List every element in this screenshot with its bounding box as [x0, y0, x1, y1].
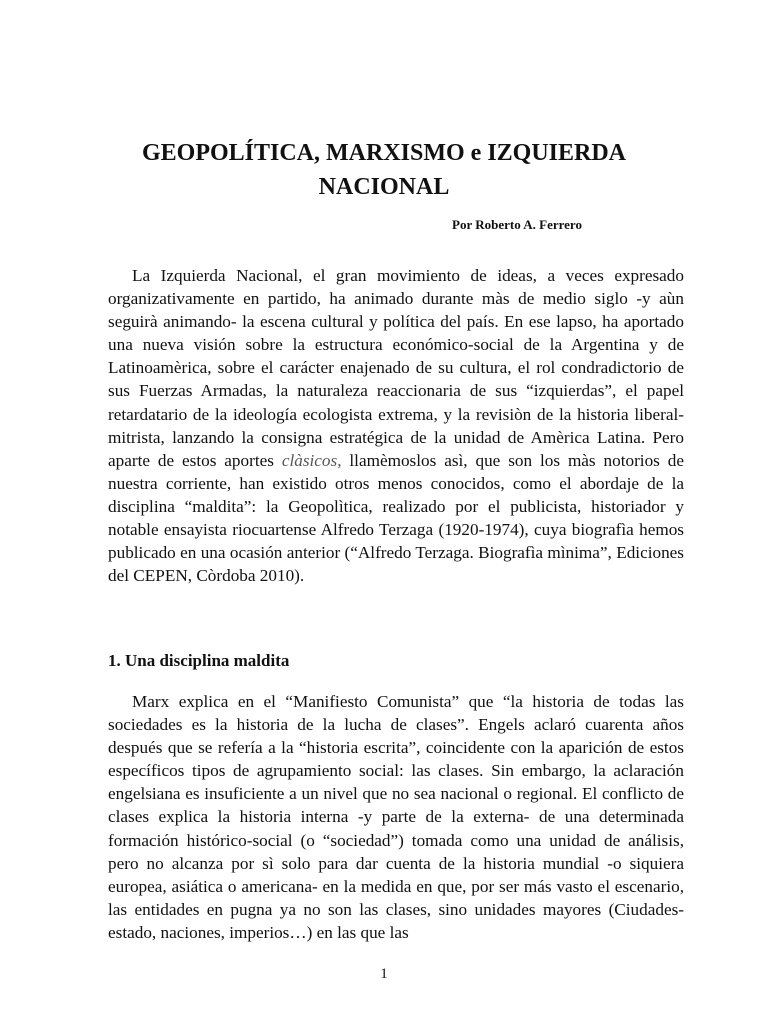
section-heading: 1. Una disciplina maldita: [108, 651, 290, 670]
intro-paragraph: [108, 264, 684, 587]
section-paragraph: Marx explica en el “Manifiesto Comunista” que “la historia de todas las sociedades es la historia de la lucha de clases”. Engels aclaró cuarenta años después que se refería a la “historia escrita”, coincidente con la aparición de estos específicos tipos de agrupamiento social: las clases. Sin embargo, la aclaración engelsiana es insuficiente a un nivel que no sea nacional o regional. El conflicto de clases explica la historia interna -y parte de la externa- de una determinada formación histórico-social (o “sociedad”) tomada como una unidad de análisis, pero no alcanza por sì solo para dar cuenta de la historia mundial -o siquiera europea, asiática o americana- en la medida en que, por ser más vasto el escenario, las entidades en pugna ya no son las clases, sino unidades mayores (Ciudades-estado, naciones, imperios…) en las que las: [108, 692, 684, 942]
document-title: GEOPOLÍTICA, MARXISMO e IZQUIERDA NACIONAL: [141, 140, 627, 200]
author-byline: Por Roberto A. Ferrero: [452, 217, 582, 232]
page-number: 1: [380, 966, 388, 982]
intro-text-after: llamèmoslos asì, que son los màs notorios de nuestra corriente, han existido otros menos conocidos, como el abordaje de la disciplina “maldita”: la Geopolìtica, realizado por el publicista, historiador y notable ensayista riocuartense Alfredo Terzaga (1920-1974), cuya biografìa hemos publicado en una ocasión anterior (“Alfredo Terzaga. Biografìa mìnima”, Ediciones del CEPEN, Còrdoba 2010).: [108, 450, 684, 586]
intro-text-italic: clàsicos,: [281, 450, 342, 470]
intro-text-before: La Izquierda Nacional, el gran movimiento de ideas, a veces expresado organizativamente en partido, ha animado durante màs de medio siglo -y aùn seguirà animando- la escena cultural y política del país. En ese lapso, ha aportado una nueva visión sobre la estructura económico-social de la Argentina y de Latinoamèrica, sobre el carácter enajenado de su cultura, el rol condradictorio de sus Fuerzas Armadas, la naturaleza reaccionaria de sus “izquierdas”, el papel retardatario de la ideología ecologista extrema, y la revisiòn de la historia liberal-mitrista, lanzando la consigna estratégica de la unidad de Amèrica Latina. Pero aparte de estos aportes: [108, 266, 684, 470]
